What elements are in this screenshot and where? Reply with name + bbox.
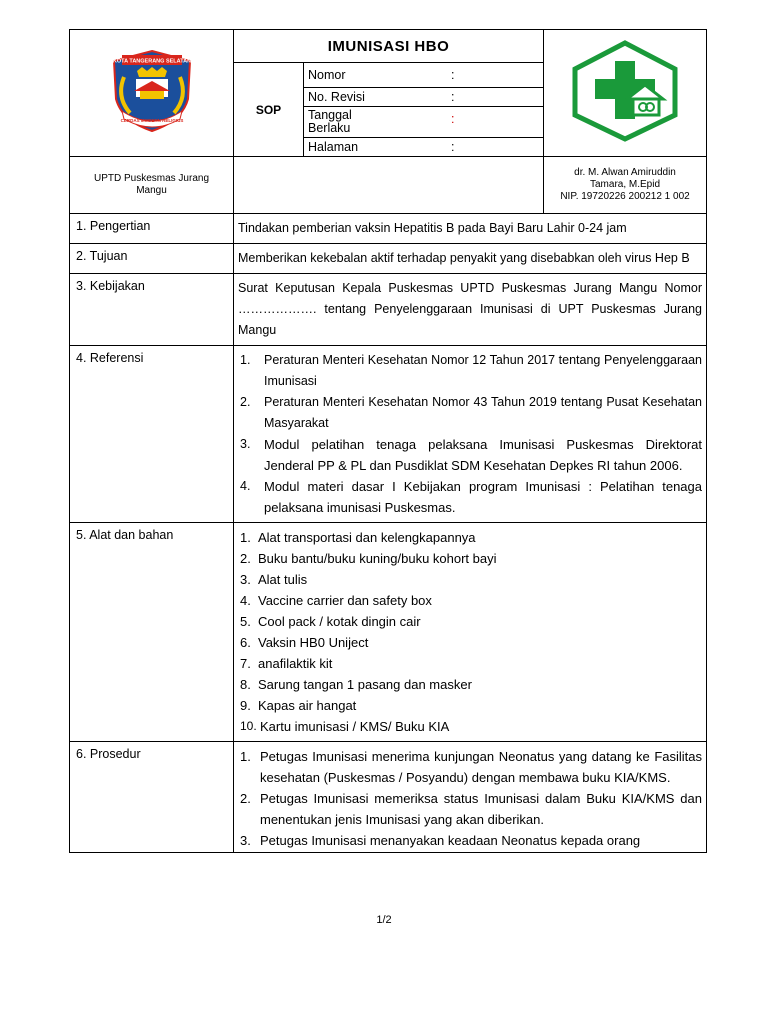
list-text: Petugas Imunisasi menanyakan keadaan Neonatus kepada orang	[260, 833, 641, 848]
row-prosedur	[70, 742, 707, 853]
list-number: 4.	[240, 479, 251, 493]
meta-tanggal	[304, 107, 544, 138]
list-number: 2.	[240, 395, 251, 409]
organization-name	[70, 157, 234, 214]
meta-tanggal-label: Tanggal Berlaku	[308, 108, 352, 135]
list-text: Kartu imunisasi / KMS/ Buku KIA	[260, 719, 450, 734]
puskesmas-logo-cell	[544, 30, 707, 157]
list-text: Modul materi dasar I Kebijakan program Imunisasi : Pelatihan tenaga pelaksana imunisasi Puskesmas.	[264, 479, 702, 515]
list-number: 6.	[240, 635, 251, 650]
list-item	[238, 350, 702, 392]
meta-halaman-label: Halaman	[308, 140, 359, 154]
meta-revisi	[304, 88, 544, 107]
list-text: Kapas air hangat	[258, 698, 357, 713]
list-number: 1.	[240, 353, 251, 367]
list-text: Vaksin HB0 Uniject	[258, 635, 369, 650]
list-text: Peraturan Menteri Kesehatan Nomor 12 Tahun 2017 tentang Penyelenggaraan Imunisasi	[264, 353, 702, 388]
list-item	[238, 653, 702, 674]
signatory-nip: NIP. 19720226 200212 1 002	[560, 191, 690, 202]
meta-nomor-label: Nomor	[308, 68, 346, 82]
meta-halaman-colon: :	[451, 140, 455, 154]
alat-list	[238, 527, 702, 737]
page-number: 1/2	[376, 914, 392, 926]
list-item	[238, 590, 702, 611]
city-logo-cell	[70, 30, 234, 157]
sop-body-table	[69, 213, 707, 853]
sop-header-table	[69, 29, 707, 214]
list-text: Buku bantu/buku kuning/buku kohort bayi	[258, 551, 497, 566]
list-number: 7.	[240, 656, 251, 671]
list-item	[238, 611, 702, 632]
row-alat	[70, 523, 707, 742]
list-item	[238, 434, 702, 476]
row-pengertian	[70, 214, 707, 244]
alat-label: 5. Alat dan bahan	[70, 523, 234, 742]
list-item	[238, 695, 702, 716]
list-text: Alat transportasi dan kelengkapannya	[258, 530, 476, 545]
list-item	[238, 548, 702, 569]
list-text: anafilaktik kit	[258, 656, 333, 671]
list-number: 8.	[240, 677, 251, 692]
list-number: 10.	[240, 719, 257, 733]
pengertian-label: 1. Pengertian	[70, 214, 234, 244]
meta-revisi-label: No. Revisi	[308, 90, 365, 104]
row-kebijakan	[70, 274, 707, 346]
sop-document	[69, 29, 706, 853]
list-item	[238, 746, 702, 788]
referensi-label: 4. Referensi	[70, 346, 234, 523]
list-number: 5.	[240, 614, 251, 629]
list-item	[238, 392, 702, 434]
list-number: 3.	[240, 833, 251, 848]
tujuan-text: Memberikan kekebalan aktif terhadap penyakit yang disebabkan oleh virus Hep B	[234, 244, 707, 274]
meta-nomor-colon: :	[451, 68, 455, 82]
signatory-cell	[544, 157, 707, 214]
tujuan-label: 2. Tujuan	[70, 244, 234, 274]
list-text: Petugas Imunisasi menerima kunjungan Neonatus yang datang ke Fasilitas kesehatan (Puskesmas / Posyandu) dengan membawa buku KIA/KMS.	[260, 749, 702, 785]
prosedur-content	[234, 742, 707, 853]
tangerang-selatan-emblem-icon	[102, 47, 202, 135]
blank-middle-cell	[234, 157, 544, 214]
alat-content	[234, 523, 707, 742]
referensi-content	[234, 346, 707, 523]
meta-nomor	[304, 63, 544, 88]
referensi-list	[238, 350, 702, 518]
meta-tanggal-colon: :	[451, 112, 455, 126]
list-item	[238, 830, 702, 851]
prosedur-list	[238, 746, 702, 851]
list-item	[238, 716, 702, 737]
row-tujuan	[70, 244, 707, 274]
document-title: IMUNISASI HBO	[234, 30, 544, 63]
list-number: 9.	[240, 698, 251, 713]
puskesmas-logo-icon	[567, 39, 683, 143]
organization-text: UPTD Puskesmas Jurang Mangu	[93, 173, 210, 196]
emblem-bottom-text: CERDAS MODERN RELIGIUS	[120, 117, 183, 123]
list-item	[238, 527, 702, 548]
kebijakan-text: Surat Keputusan Kepala Puskesmas UPTD Puskesmas Jurang Mangu Nomor ………………. tentang Penyelenggaraan Imunisasi di UPT Puskesmas Jurang Mangu	[234, 274, 707, 346]
list-text: Alat tulis	[258, 572, 308, 587]
list-item	[238, 674, 702, 695]
list-text: Sarung tangan 1 pasang dan masker	[258, 677, 472, 692]
list-number: 1.	[240, 530, 251, 545]
list-text: Modul pelatihan tenaga pelaksana Imunisasi Puskesmas Direktorat Jenderal PP & PL dan Pusdiklat SDM Kesehatan Depkes RI tahun 2006.	[264, 437, 702, 473]
meta-revisi-colon: :	[451, 90, 455, 104]
list-number: 3.	[240, 437, 251, 451]
list-item	[238, 569, 702, 590]
list-text: Vaccine carrier dan safety box	[258, 593, 432, 608]
row-referensi	[70, 346, 707, 523]
emblem-top-text: KOTA TANGERANG SELATAN	[112, 58, 191, 64]
sop-label: SOP	[234, 63, 304, 157]
list-number: 4.	[240, 593, 251, 608]
list-number: 3.	[240, 572, 251, 587]
list-item	[238, 788, 702, 830]
list-number: 1.	[240, 749, 251, 764]
list-item	[238, 632, 702, 653]
list-text: Cool pack / kotak dingin cair	[258, 614, 421, 629]
meta-halaman	[304, 138, 544, 157]
signatory-name: dr. M. Alwan Amiruddin Tamara, M.Epid	[574, 167, 676, 190]
list-text: Peraturan Menteri Kesehatan Nomor 43 Tahun 2019 tentang Pusat Kesehatan Masyarakat	[264, 395, 702, 430]
list-number: 2.	[240, 551, 251, 566]
pengertian-text: Tindakan pemberian vaksin Hepatitis B pada Bayi Baru Lahir 0-24 jam	[234, 214, 707, 244]
prosedur-label: 6. Prosedur	[70, 742, 234, 853]
list-item	[238, 476, 702, 518]
list-text: Petugas Imunisasi memeriksa status Imunisasi dalam Buku KIA/KMS dan menentukan jenis Imunisasi yang akan diberikan.	[260, 791, 702, 827]
list-number: 2.	[240, 791, 251, 806]
kebijakan-label: 3. Kebijakan	[70, 274, 234, 346]
